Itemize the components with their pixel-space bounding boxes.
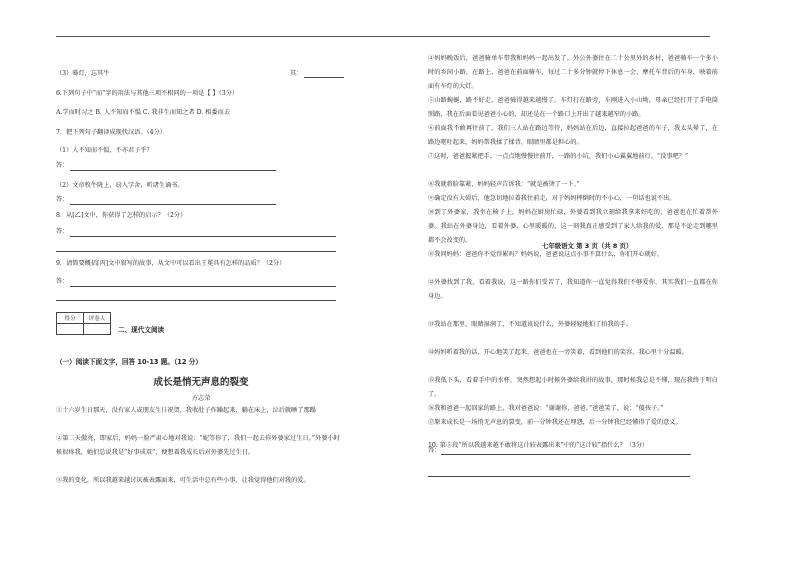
paragraph: ①十六岁生日那天，没有家人或朋友生日祝贺，我收肚子作躁起来，躺在床上，泣后就睡了那蹋 [56,407,316,414]
question-9: 9．请简要概括[丙]文中叙写的故事，从文中可以看出王冕具有怎样的品质？（2分） [56,260,286,267]
answer-line[interactable] [56,251,336,252]
section-title: 二、现代文阅读 [118,326,165,334]
answer-line[interactable] [428,476,690,477]
paragraph: ⑪我问妈妈：爸爸你不觉得累吗？妈妈说，爸爸说这点小事不算什么，你们开心就好。 [428,251,664,258]
paragraph: ⑨确定没有大碍后，他急切地拉着我往前走，对于妈妈摔倒时的不小心，一句话也说不出。 [428,195,676,202]
q-item3: （3）蓦灯，忘其牛 [56,70,110,77]
paragraph: ⑭妈妈听着我的话，开心地笑了起来，爸爸也在一旁笑着，看到他们的笑容，我心里十分温暖。 [428,349,688,356]
answer-line[interactable] [70,170,276,171]
page-footer: 七年级语文 第 3 页（共 8 页） [538,240,636,251]
grader-header: 评卷人 [84,313,111,324]
paragraph: ⑩到了外婆家，我坐在椅子上，妈妈在厨房忙碌，外婆看到我立刻给我拿来好吃的，爸爸也在忙着帮外婆。我站在外婆身边，看着外婆，心里暖暖的，这一刻我真正感受到了家人给我的爱，那是不论走到哪里都不会改变的。 [428,209,718,244]
paragraph: ⑤山路蜿蜒，路不好走，爸爸骑得越来越慢了。车灯打在路旁，车刚进入小山坳，母亲已经打开了手电筒照路，我在后面看见爸爸小心的，却还是在一个路口上开出了越来越窄的小路。 [428,97,718,118]
paragraph: ⑫外婆找到了我，看着我说，这一路你们受苦了，我知道你一直觉得我们不够爱你，其实我们一直都在你身边。 [428,279,718,300]
answer-line[interactable] [70,236,336,237]
paragraph: ④妈妈晚饭后，爸爸骑单车带我和妈妈一起出发了。外公外婆住在二十公里外的乡村，爸爸骑车一个多小时的乡间小路，在路上，爸爸在前面骑车，每过二十多分钟就停下休息一会，摩托车背后的车身，映着前面有车灯的大灯。 [428,55,718,90]
paragraph: ②第二天傲亮，即家后，妈妈一脸严肃心地对我说：“妮等你了，我们一起去你外婆家过生日。”外婆小时候很疼我，她们总说我是“好事成双”，便想着我成长后对外婆先过生日。 [56,435,340,456]
answer-line[interactable] [56,300,336,301]
answer-line[interactable] [70,204,276,205]
top-rule [56,36,710,37]
answer-label: 答： [56,196,69,203]
answer-label: 答： [56,162,69,169]
question-6-options: A.学而时习之 B. 人不知而不愠 C. 我非生而知之者 D. 相委而去 [56,109,231,116]
question-10: 10. 第⑤段“所以我越来越不敢将这计较表露出来”中的“这计较”指什么？（3分） [428,442,649,449]
article-author: 方志荣 [191,395,211,402]
question-8: 8．从[乙]文中，你获得了怎样的启示？（2分） [56,212,187,219]
question-7-item-2: （2）文帝牧牛陇上，窃入学舍，听诸生诵书。 [56,182,184,189]
q-item3-answer: 其： [290,70,344,78]
grader-cell[interactable] [84,324,111,335]
score-table [56,312,111,335]
answer-line[interactable] [70,286,336,287]
answer-label: 答： [56,278,69,285]
paragraph: ⑧我就将脸靠紧，妈妈轻声告诉我：“就是被烫了一下。” [428,181,580,188]
paragraph: ⑮我低下头，看着手中的水杯，突然想起小时候外婆给我讲的故事，那时候我总是不懂，现在我终于明白了。 [428,377,718,398]
answer-label: 答： [428,447,441,454]
score-header: 得分 [57,313,84,324]
answer-line[interactable] [441,454,691,455]
paragraph [428,304,718,318]
paragraph: ⑰原来成长是一场悄无声息的裂变，前一分钟我还在埋怨，后一分钟我已经懂得了爱的意义。 [428,419,682,426]
question-6: 6.下列句子中“而”字的用法与其他三项不相同的一项是【 】（3分） [56,90,239,97]
paragraph: ⑦这时，爸爸握紧把手，一点点地慢慢往前开，一路的小坑，我们小心翼翼地前行。“没事吧？” [428,153,689,160]
answer-blank[interactable] [304,70,344,78]
article-title: 成长是悄无声息的裂变 [153,377,249,388]
subsection-title: （一）阅读下面文字，回答 10-13 题。（12 分） [56,358,202,366]
answer-label: 答： [56,228,69,235]
paragraph: ⑯我和爸爸一起回家的路上，我对爸爸说：“谢谢你，爸爸。”爸爸笑了，说：“傻孩子。” [428,405,664,412]
question-7-item-1: （1）人不知而不愠，不亦君子乎？ [56,147,153,154]
paragraph: ③我的变化，所以我越来越讨厌被表露面来，可生活中总有些小事，让我觉得他们对我的爱。 [56,477,310,484]
paragraph: ⑬我站在那里，眼睛湿润了，不知道该说什么，外婆轻轻地拍了拍我的手。 [428,321,633,328]
paragraph: ⑥前面我不敢再往前了，我们三人站在路边等待，妈妈站在后边，直接拉起爸爸的车子，我太头晕了，在路边呕吐起来，妈妈帮我揉了揉背，眼睛里都是担心的。 [428,125,718,146]
score-cell[interactable] [57,324,84,335]
question-7: 7．把下列句子翻译成现代汉语。（4分） [56,129,166,136]
